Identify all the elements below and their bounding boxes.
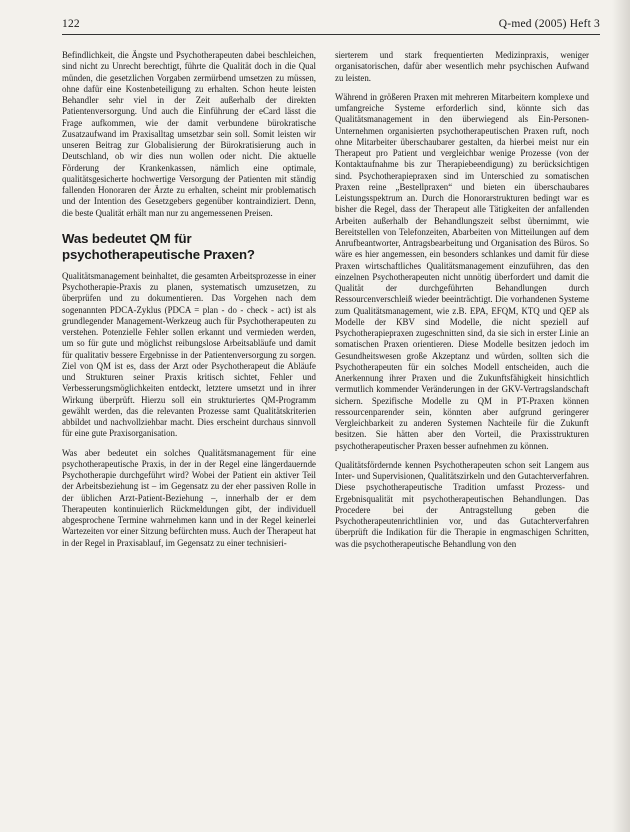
paragraph: Während in größeren Praxen mit mehreren Mitarbeitern komplexe und umfangreiche Systeme erforderlich sind, könnte sich das Qualitätsmanagement in den überwiegend als Ein-Personen-Unternehmen organisierten psychotherapeutischen Praxen ruft, noch ohne Mitarbeiter überschaubarer gestalten, da hierbei meist nur ein Therapeut pro Patient und vergleichbar wenige Prozesse (von der Kontaktaufnahme bis zur Therapiebeendigung) zu berücksichtigen sind. Psychotherapiepraxen sind im Unterschied zu somatischen Praxen reine „Bestellpraxen“ und bieten ein überschaubares Leistungsspektrum an. Durch die Honorarstrukturen bedingt war es bisher die Regel, dass der Therapeut alle Tätigkeiten der anfallenden Arbeiten außerhalb der Behandlungszeit selbst übernimmt, wie Bereitstellen von Telefonzeiten, Abarbeiten von Mitteilungen auf dem Anrufbeantworter, Antragsbearbeitung und Organisation des Büros. So wäre es hier angemessen, ein besonders schlankes und damit für diese Praxen wirtschaftliches Qualitätsmanagement einzuführen, das den einzelnen Psychotherapeuten nicht unnötig überfordert und damit die Qualität der durchgeführten Behandlungen durch Ressourcenverschleiß wieder beeinträchtigt. Die vorhandenen Systeme zum Qualitätsmanagement, wie z.B. EPA, EFQM, KTQ und QEP als Modelle der KBV sind Modelle, die nicht speziell auf Psychotherapiepraxen zugeschnitten sind, da sie sich in erster Linie an somatischen Praxen orientieren. Diese Modelle besitzen jedoch im Gesundheitswesen große Akzeptanz und würden, sollten sich die Psychotherapeuten für ein solches Modell entscheiden, auch die Anerkennung ihrer Praxen und die Zukunftsfähigkeit hinsichtlich vermutlich kommender Veränderungen in der GKV-Vertragslandschaft sichern. Spezifische Modelle zu QM in PT-Praxen können ressourcenparender sein, könnten aber aufgrund geringerer Vergleichbarkeit zu anderen Systemen Nachteile für die Zukunft besitzen. Sie hätten aber den Vorteil, die Praxisstrukturen psychotherapeutischer Praxen besser aufnehmen zu können. (335, 91, 589, 451)
page-number: 122 (62, 18, 80, 30)
right-column (335, 50, 589, 550)
paragraph: Qualitätsmanagement beinhaltet, die gesamten Arbeitsprozesse in einer Psychotherapie-Praxis zu planen, systematisch umzusetzen, zu überprüfen und zu dokumentieren. Das Vorgehen nach dem sogenannten PDCA-Zyklus (PDCA = plan - do - check - act) ist als grundlegender Management-Werkzeug auch für Psychotherapeuten zu verstehen. Potenzielle Fehler sollen erkannt und vermieden werden, um so für gute und möglichst reibungslose Arbeitsabläufe und damit für qualitativ bessere Ergebnisse in der Patientenversorgung zu sorgen. Ziel von QM ist es, dass der Arzt oder Psychotherapeut die Abläufe und Strukturen seiner Praxis kritisch sichtet, Fehler und Verbesserungsmöglichkeiten entdeckt, letztere umsetzt und in ihrer Wirkung überprüft. Hierzu soll ein strukturiertes QM-Programm gewählt werden, das die relevanten Prozesse samt Qualitätskriterien abbildet und nachvollziehbar macht. Dies erscheint durchaus sinnvoll für eine gute Praxisorganisation. (62, 270, 316, 439)
section-heading: Was bedeutet QM für psychotherapeutische Praxen? (62, 230, 255, 262)
paragraph: Befindlichkeit, die Ängste und Psychotherapeuten dabei beschleichen, sind nicht zu Unrecht berechtigt, führte die Qualität doch in die Qual münden, die gesetzlichen Vorgaben zermürbend umsetzen zu müssen, ohne dafür eine Kostenbeteiligung zu erhalten. Schon heute leisten Behandler sehr viel in der Zeit außerhalb der direkten Patientenversorgung. Und auch die Einführung der eCard lässt die Frage aufkommen, wie der damit verbundene bürokratische Zusatzaufwand im Praxisalltag umsetzbar sein soll. Somit leisten wir unseren Beitrag zur Globalisierung der Bürokratisierung auch in Deutschland, ob wir dies nun wollen oder nicht. Die aktuelle Förderung der Krankenkassen, nämlich eine optimale, qualitätsgesicherte hochwertige Versorgung der Patienten mit ständig fallenden Honoraren der Ärzte zu erhalten, scheint mir problematisch und der Intention des Gesetzgebers gegenüber kontraindiziert. Denn, die beste Qualität erhält man nur zu angemessenen Preisen. (62, 50, 316, 218)
paragraph: sierterem und stark frequentierten Medizinpraxis, weniger organisatorischen, dafür aber wesentlich mehr psychischen Aufwand zu leisten. (335, 50, 589, 83)
left-column (62, 50, 316, 549)
paragraph: Qualitätsfördernde kennen Psychotherapeuten schon seit Langem aus Inter- und Supervisionen, Qualitätszirkeln und den Gutachterverfahren. Diese psychotherapeutische Tradition umfasst Prozess- und Ergebnisqualität mit psychotherapeutischen Behandlungen. Das Procedere bei der Antragstellung geben die Psychotherapeutenrichtlinien vor, und das Gutachterverfahren überprüft die Indikation für die Therapie in engmaschigen Schritten, was die psychotherapeutische Behandlung von den (335, 459, 589, 549)
journal-reference: Q-med (2005) Heft 3 (498, 18, 600, 30)
page-edge-shadow (612, 0, 630, 832)
header-divider (62, 34, 600, 35)
running-header (62, 18, 600, 34)
paragraph: Was aber bedeutet ein solches Qualitätsmanagement für eine psychotherapeutische Praxis, in der in der Regel eine längerdauernde Psychotherapie durchgeführt wird? Wobei der Patient ein aktiver Teil der Arbeitsbeziehung ist – im Gegensatz zu der eher passiven Rolle in der üblichen Arzt-Patient-Beziehung –, innerhalb der er dem Therapeuten kontinuierlich Rückmeldungen gibt, der individuell abgesprochene Termine wahrnehmen kann und in der Regel keinerlei Wartezeiten vor einer Sitzung befürchten muss. Auch der Therapeut hat in der Regel in Praxisablauf, im Gegensatz zu einer technisieri- (62, 447, 316, 548)
